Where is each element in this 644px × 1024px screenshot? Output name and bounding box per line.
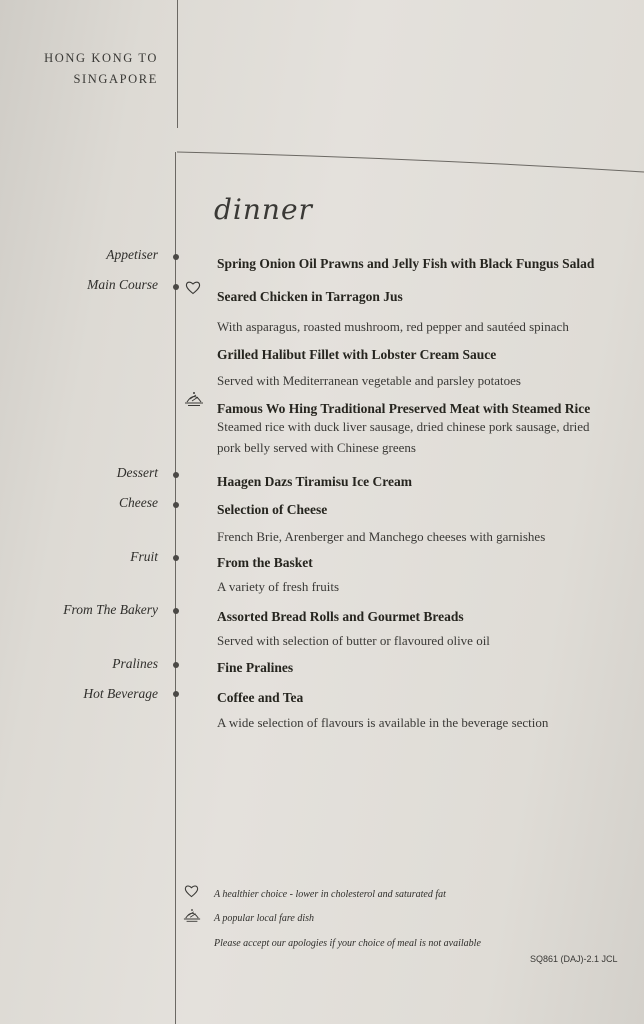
dish-main-2-desc: Served with Mediterranean vegetable and parsley potatoes [217, 373, 521, 388]
legend-healthier: A healthier choice - lower in cholesterol and saturated fat [214, 889, 446, 900]
menu-code: SQ861 (DAJ)-2.1 JCL [530, 954, 618, 964]
course-dot [173, 608, 179, 614]
heart-outline-icon [184, 884, 199, 898]
course-label-fruit: Fruit [130, 549, 158, 564]
course-label-bakery: From The Bakery [63, 602, 158, 617]
dish-appetiser: Spring Onion Oil Prawns and Jelly Fish with Black Fungus Salad [217, 256, 595, 271]
dish-fruit-name: From the Basket [217, 555, 313, 570]
menu-title: dinner [214, 193, 313, 226]
course-dot [173, 254, 179, 260]
course-dot [173, 472, 179, 478]
course-label-dessert: Dessert [116, 465, 158, 480]
route-line-1: HONG KONG TO [44, 51, 158, 65]
top-rule [0, 0, 644, 200]
legend-local: A popular local fare dish [214, 913, 314, 924]
dish-main-3-desc-line2: pork belly served with Chinese greens [217, 440, 416, 455]
dish-main-3-name: Famous Wo Hing Traditional Preserved Meat with Steamed Rice [217, 401, 591, 416]
course-dot [173, 662, 179, 668]
dish-bakery-name: Assorted Bread Rolls and Gourmet Breads [217, 609, 464, 624]
heart-outline-icon [185, 280, 201, 295]
legend-apology: Please accept our apologies if your choice of meal is not available [214, 938, 481, 949]
dish-main-3-desc-line1: Steamed rice with duck liver sausage, dried chinese pork sausage, dried [217, 419, 590, 434]
dish-main-2-name: Grilled Halibut Fillet with Lobster Cream Sauce [217, 347, 497, 362]
covered-dish-icon [184, 390, 204, 407]
dish-main-1-name: Seared Chicken in Tarragon Jus [217, 289, 403, 304]
course-dot [173, 555, 179, 561]
dish-main-3-desc [217, 416, 637, 458]
course-label-appetiser: Appetiser [106, 247, 158, 262]
course-label-cheese: Cheese [119, 495, 158, 510]
course-dot [173, 502, 179, 508]
main-divider-line [175, 152, 176, 1024]
course-dot [173, 691, 179, 697]
dish-bakery-desc: Served with selection of butter or flavoured olive oil [217, 633, 490, 648]
covered-dish-icon [183, 907, 201, 923]
course-label-pralines: Pralines [112, 656, 158, 671]
course-label-beverage: Hot Beverage [83, 686, 158, 701]
dish-cheese-desc: French Brie, Arenberger and Manchego cheeses with garnishes [217, 529, 546, 544]
dish-main-1-desc: With asparagus, roasted mushroom, red pepper and sautéed spinach [217, 319, 569, 334]
dish-beverage-desc: A wide selection of flavours is available in the beverage section [217, 715, 549, 730]
dish-cheese-name: Selection of Cheese [217, 502, 328, 517]
dish-beverage-name: Coffee and Tea [217, 690, 304, 705]
course-dot [173, 284, 179, 290]
route-line-2: SINGAPORE [73, 72, 158, 86]
course-label-main-course: Main Course [87, 277, 158, 292]
dish-pralines: Fine Pralines [217, 660, 294, 675]
dish-dessert: Haagen Dazs Tiramisu Ice Cream [217, 474, 412, 489]
dish-fruit-desc: A variety of fresh fruits [217, 579, 340, 594]
